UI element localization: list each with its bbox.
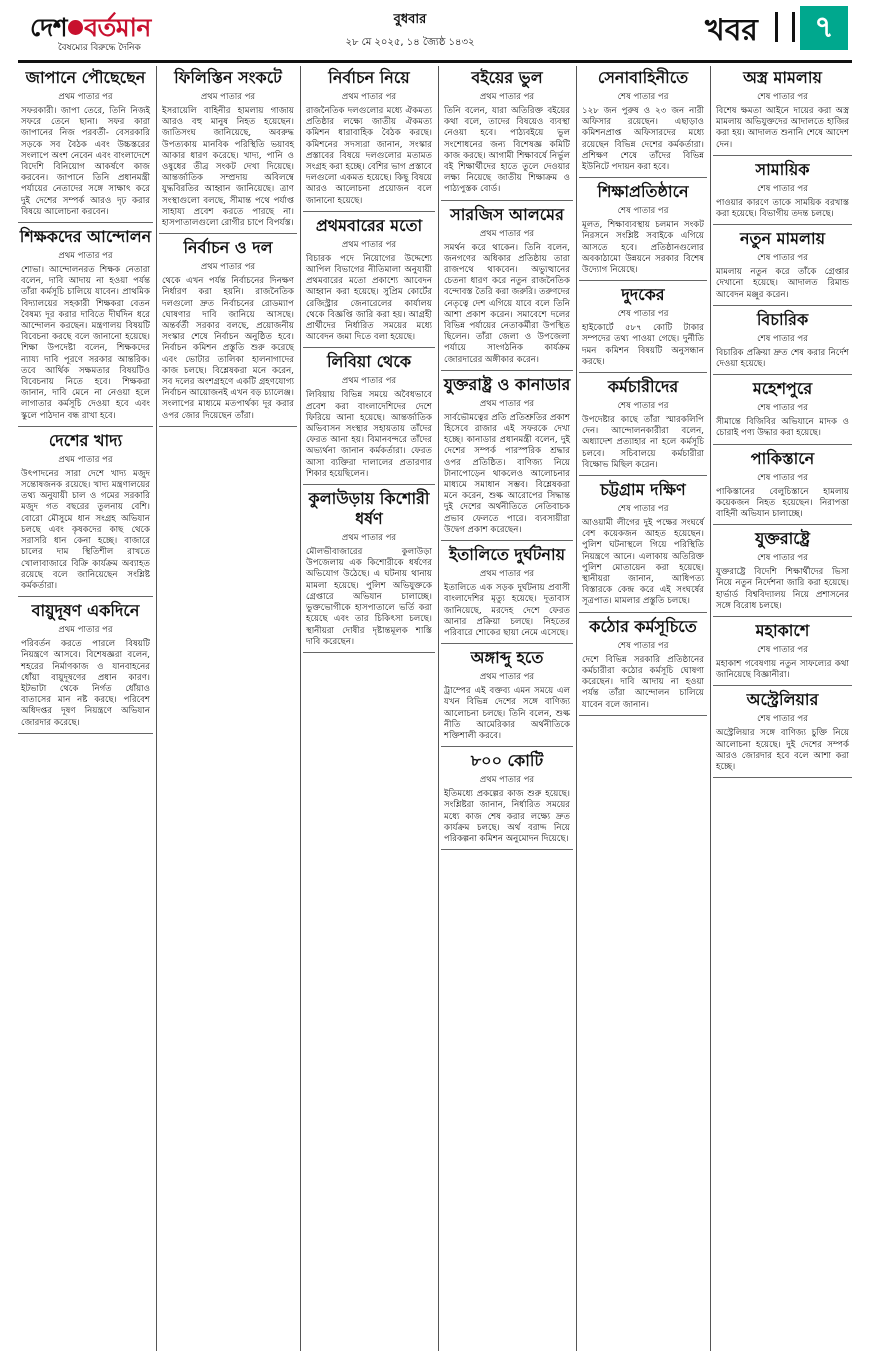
article-continuation: প্রথম পাতার পর [479,398,535,409]
article-headline[interactable]: কুলাউড়ায় কিশোরী ধর্ষণ [308,489,430,529]
column-divider [710,66,711,1351]
tagline: বৈষম্যের বিরুদ্ধে দৈনিক [58,43,141,53]
article-body: বিচারিক প্রক্রিয়া দ্রুত শেষ করার নির্দেশ দেওয়া হয়েছে। [716,347,849,370]
article-body: উপদেষ্টার কাছে তাঁরা স্মারকলিপি দেন। আন্দোলনকারীরা বলেন, অধ্যাদেশ প্রত্যাহার না হলে কর্মসূচি চলবে। সচিবালয়ে কর্মচারীরা বিক্ষোভ মিছিল করেন। [582,415,704,470]
article [579,68,707,178]
article [579,480,707,613]
article-headline[interactable]: শিক্ষকদের আন্দোলন [19,227,152,247]
article-divider [441,200,573,201]
article-headline[interactable]: দেশের খাদ্য [48,430,123,450]
article-headline[interactable]: লিবিয়া থেকে [326,352,412,372]
article-body: আওয়ামী লীগের দুই পক্ষের সংঘর্ষে বেশ কয়েকজন আহত হয়েছেন। পুলিশ ঘটনাস্থলে গিয়ে পরিস্থিতি নিয়ন্ত্রণে আনে। এলাকায় অতিরিক্ত পুলিশ মোতায়েন করা হয়েছে। স্থানীয়রা জানান, আধিপত্য বিস্তারকে কেন্দ্র করে এই সংঘর্ষের সূত্রপাত। মামলার প্রস্তুতি চলছে। [582,518,704,607]
article-continuation: শেষ পাতার পর [757,714,808,725]
article [579,377,707,476]
article [713,449,852,526]
article-divider [713,685,852,686]
article-divider [579,475,707,476]
article-body: মহাকাশ গবেষণায় নতুন সাফল্যের কথা জানিয়েছে বিজ্ঞানীরা। [716,659,849,681]
article-body: সমর্থন করে থাকেন। তিনি বলেন, জনগণের অধিকার প্রতিষ্ঠায় তারা রাজপথে থাকবেন। অভ্যুত্থানের চেতনা ধারণ করে নতুন রাজনৈতিক বন্দোবস্ত তৈরি করা জরুরি। তরুণদের নেতৃত্বে দেশ এগিয়ে যাবে বলে তিনি আশা প্রকাশ করেন। সমাবেশে দলের বিভিন্ন পর্যায়ের নেতাকর্মীরা উপস্থিত ছিলেন। তাঁরা জেলা ও উপজেলা পর্যায়ে সাংগঠনিক কার্যক্রম জোরদারের অঙ্গীকার করেন। [444,242,570,365]
article [713,621,852,686]
article-body: বিচারক পদে নিয়োগের উদ্দেশ্যে আপিল বিভাগের নীতিমালা অনুযায়ী প্রথমবারের মতো প্রকাশ্যে আবেদন আহ্বান করা হয়েছে। সুপ্রিম কোর্টের রেজিস্ট্রার জেনারেলের কার্যালয় থেকে বিজ্ঞপ্তি জারি করা হয়। আগ্রহী প্রার্থীদের নির্ধারিত সময়ের মধ্যে আবেদন জমা দিতে বলা হয়েছে। [306,253,432,343]
divider-bars [775,12,795,42]
article-divider [441,746,573,747]
article-divider [441,540,573,541]
article-body: লিবিয়ায় বিভিন্ন সময়ে অবৈধভাবে প্রবেশ করা বাংলাদেশিদের দেশে ফিরিয়ে আনা হয়েছে। আন্তর্জাতিক অভিবাসন সংস্থার সহায়তায় তাঁদের ফেরত আনা হয়। বিমানবন্দরে তাঁদের অভ্যর্থনা জানান কর্মকর্তারা। ফেরত আসা ব্যক্তিরা দালালের প্রতারণার শিকার হয়েছিলেন। [306,390,432,479]
article-divider [579,715,707,716]
article-headline[interactable]: মহাকাশে [755,621,810,641]
article-headline[interactable]: ইতালিতে দুর্ঘটনায় [448,545,566,565]
column-divider [156,66,157,1351]
article-divider [18,733,153,734]
article-divider [303,211,435,212]
article-divider [713,777,852,778]
article-body: পরিবর্তন করতে পারলে বিষয়টি নিয়ন্ত্রণে আসবে। বিশেষজ্ঞরা বলেন, শহরের নির্মাণকাজ ও যানবাহনের ধোঁয়া বায়ুদূষণের প্রধান কারণ। ইটভাটা থেকে নির্গত ধোঁয়াও বাতাসের মান নষ্ট করছে। পরিবেশ অধিদপ্তর দূষণ নিয়ন্ত্রণে অভিযান জোরদার করেছে। [21,639,150,728]
article [713,379,852,444]
article-body: সফরকারী। জাপা তেরে, তিনি নিজই সফরে তেনে ছানা। সফর কারা জাপানের নিজ পরবর্তী- বেসরকারি সড়কে সব বৈঠক এবং উচ্চস্তরের সংলাপে অংশ নেবেন এবং বাংলাদেশে বিদেশি বিনিয়োগ আকর্ষণে কাজ করবেন। জাপানে তিনি প্রধানমন্ত্রী পর্যায়ের নেতাদের সঙ্গে সাক্ষাৎ করে দুই দেশের সম্পর্ক আরও দৃঢ় করার বিষয়ে আলোচনা করবেন। [21,106,150,217]
article [18,601,153,734]
article-headline[interactable]: চট্টগ্রাম দক্ষিণ [600,480,686,500]
page-number-badge: ৭ [800,6,848,50]
article-headline[interactable]: মহেশপুরে [752,379,813,399]
article-headline[interactable]: জাপানে পৌছেছেন [25,68,146,87]
article [303,489,435,653]
article [441,68,573,201]
logo-dot-icon [68,20,83,35]
article-body: ইতালিতে এক সড়ক দুর্ঘটনায় প্রবাসী বাংলাদেশির মৃত্যু হয়েছে। দূতাবাস জানিয়েছে, মরদেহ দেশে ফেরত আনার প্রক্রিয়া চলছে। নিহতের পরিবারে শোকের ছায়া নেমে এসেছে। [444,583,570,638]
article-divider [713,524,852,525]
article [303,68,435,212]
article-divider [441,370,573,371]
article-continuation: প্রথম পাতার পর [58,251,113,262]
article-continuation: প্রথম পাতার পর [58,625,113,636]
article-continuation: প্রথম পাতার পর [200,262,256,273]
column-4 [441,66,573,1356]
article [441,648,573,747]
article-headline[interactable]: নতুন মামলায় [739,229,826,249]
article [441,545,573,644]
article-body: যুক্তরাষ্ট্রে বিদেশি শিক্ষার্থীদের ভিসা নিয়ে নতুন নির্দেশনা জারি করা হয়েছে। হার্ভার্ড বিশ্ববিদ্যালয় নিয়ে প্রশাসনের সঙ্গে বিরোধ চলছে। [716,567,849,611]
article [159,238,297,427]
article-continuation: শেষ পাতার পর [757,333,808,344]
article-continuation: প্রথম পাতার পর [58,454,113,465]
issue-date: ২৮ মে ২০২৫, ১৪ জ্যৈষ্ঠ ১৪৩২ [345,37,475,48]
article-body: মামলায় নতুন করে তাঁকে গ্রেপ্তার দেখানো হয়েছে। আদালত রিমান্ড আবেদন মঞ্জুর করেন। [716,267,849,300]
article-divider [441,643,573,644]
article-continuation: প্রথম পাতার পর [479,228,535,239]
column-2 [159,66,297,1356]
article-divider [713,444,852,445]
article-divider [303,347,435,348]
article [713,690,852,778]
article-continuation: শেষ পাতার পর [757,253,808,264]
article [713,310,852,375]
article-continuation: শেষ পাতার পর [757,472,808,483]
masthead-rule [18,60,852,63]
article-continuation: শেষ পাতার পর [617,309,669,320]
article-body: ইসরায়েলি বাহিনীর হামলায় গাজায় আরও বহু মানুষ নিহত হয়েছেন। জাতিসংঘ জানিয়েছে, অবরুদ্ধ উপত্যকায় মানবিক পরিস্থিতি ভয়াবহ আকার ধারণ করেছে। খাদ্য, পানি ও ওষুধের তীব্র সংকট দেখা দিয়েছে। আন্তর্জাতিক সম্প্রদায় অবিলম্বে যুদ্ধবিরতির আহ্বান জানিয়েছে। ত্রাণ সংস্থাগুলো বলছে, সীমান্ত পথে পর্যাপ্ত সাহায্য প্রবেশ করতে পারছে না। হাসপাতালগুলো রোগীর চাপে বিপর্যস্ত। [162,106,294,229]
article-continuation: প্রথম পাতার পর [200,92,256,102]
section-title: খবর [705,13,758,48]
article-continuation: প্রথম পাতার পর [479,569,535,580]
article [579,182,707,281]
article-continuation: শেষ পাতার পর [757,183,808,194]
article-body: সার্বভৌমত্বের প্রতি প্রতিশ্রুতির প্রকাশ হিসেবে রাজার এই সফরকে দেখা হচ্ছে। কানাডার প্রধানমন্ত্রী বলেন, দুই দেশের সম্পর্ক পারস্পরিক শ্রদ্ধার ওপর প্রতিষ্ঠিত। বাণিজ্য নিয়ে টানাপোড়েন থাকলেও আলোচনার মাধ্যমে সমাধান সম্ভব। বিশ্লেষকরা মনে করেন, শুল্ক আরোপের সিদ্ধান্ত দুই দেশের অর্থনীতিতে নেতিবাচক প্রভাব ফেলতে পারে। ব্যবসায়ীরা উদ্বেগ প্রকাশ করেছেন। [444,412,570,535]
article-continuation: প্রথম পাতার পর [341,533,397,544]
article-continuation: প্রথম পাতার পর [479,775,535,786]
column-1 [18,66,153,1356]
article-continuation: প্রথম পাতার পর [341,376,397,387]
article-headline[interactable]: নির্বাচন ও দল [183,238,273,258]
article-body: মূলত, শিক্ষাব্যবস্থায় চলমান সংকট নিরসনে সংশ্লিষ্ট সবাইকে এগিয়ে আসতে হবে। প্রতিষ্ঠানগুলোর অবকাঠামো উন্নয়নে সরকার বিশেষ উদ্যোগ নিয়েছে। [582,220,704,276]
logo-part-2: বর্তমান [84,13,151,42]
article-divider [713,155,852,156]
article-divider [713,224,852,225]
article-divider [18,426,153,427]
article-divider [18,596,153,597]
article-headline[interactable]: ফিলিস্তিন সংকটে [174,68,282,87]
article-divider [579,612,707,613]
article-divider [579,177,707,178]
article-continuation: শেষ পাতার পর [617,401,669,412]
article-body: ট্রাম্পের এই বক্তব্য এমন সময়ে এল যখন বিভিন্ন দেশের সঙ্গে বাণিজ্য আলোচনা চলছে। তিনি বলেন, শুল্ক নীতি আমেরিকার অর্থনীতিকে শক্তিশালী করবে। [444,686,570,741]
article-continuation: শেষ পাতার পর [757,553,808,564]
article-continuation: প্রথম পাতার পর [479,92,535,102]
article-continuation: শেষ পাতার পর [617,206,669,217]
weekday: বুধবার [393,12,427,27]
article-continuation: শেষ পাতার পর [757,92,808,102]
article-headline[interactable]: যুক্তরাষ্ট্র ও কানাডার [443,374,571,394]
masthead [0,0,870,58]
article-divider [713,374,852,375]
column-divider [438,66,439,1351]
article-headline[interactable]: বায়ুদূষণ একদিনে [31,601,140,621]
article-headline[interactable]: বিচারিক [756,309,809,329]
article-headline[interactable]: অঙ্গাব্দু হতে [470,648,544,668]
article-divider [579,280,707,281]
article-continuation: প্রথম পাতার পর [479,672,535,683]
article-divider [159,426,297,427]
article-headline[interactable]: সামায়িক [755,159,810,179]
article-body: দেশে বিভিন্ন সরকারি প্রতিষ্ঠানের কর্মচারীরা কঠোর কর্মসূচি ঘোষণা করেছেন। দাবি আদায় না হওয়া পর্যন্ত তাঁরা আন্দোলন চালিয়ে যাবেন বলে জানান। [582,654,704,710]
article-continuation: শেষ পাতার পর [757,403,808,414]
article-body: হাইকোর্টে ৫৮৭ কোটি টাকার সম্পদের তথ্য পাওয়া গেছে। দুর্নীতি দমন কমিশন বিষয়টি অনুসন্ধান করছে। [582,323,704,367]
column-divider [300,66,301,1351]
article-body: পাওয়ার কারণে তাকে সাময়িক বরখাস্ত করা হয়েছে। বিভাগীয় তদন্ত চলছে। [716,197,849,220]
article-headline[interactable]: শিক্ষাপ্রতিষ্ঠানে [597,182,689,202]
article-body: পাকিস্তানের বেলুচিস্তানে হামলায় কয়েকজন নিহত হয়েছেন। নিরাপত্তা বাহিনী অভিযান চালাচ্ছে। [716,486,849,520]
article [713,160,852,225]
article-divider [441,849,573,850]
article-headline[interactable]: অস্ট্রেলিয়ার [746,690,819,710]
article-body: তিনি বলেন, যারা অতিরিক্ত বইয়ের কথা বলে, তাদের বিষয়েও ব্যবস্থা নেওয়া হবে। পাঠ্যবইয়ে ভুল সংশোধনের জন্য বিশেষজ্ঞ কমিটি কাজ করছে। আগামী শিক্ষাবর্ষে নির্ভুল বই শিক্ষার্থীদের হাতে তুলে দেওয়ার লক্ষ্য নিয়েছে জাতীয় শিক্ষাক্রম ও পাঠ্যপুস্তক বোর্ড। [444,106,570,195]
article [303,216,435,349]
article-body: অস্ট্রেলিয়ার সঙ্গে বাণিজ্য চুক্তি নিয়ে আলোচনা হয়েছে। দুই দেশের সম্পর্ক আরও জোরদার হবে বলে আশা করা হচ্ছে। [716,728,849,773]
article [713,68,852,156]
article [18,68,153,223]
article-headline[interactable]: প্রথমবারের মতো [315,215,423,235]
article-continuation: প্রথম পাতার পর [341,92,397,102]
column-divider [576,66,577,1351]
article-divider [579,372,707,373]
article-body: রাজনৈতিক দলগুলোর মধ্যে ঐকমত্য প্রতিষ্ঠার লক্ষ্যে জাতীয় ঐকমত্য কমিশন ধারাবাহিক বৈঠক করছে। কমিশনের সদস্যরা জানান, সংস্কার প্রস্তাবের বিষয়ে দলগুলোর মতামত সংগ্রহ করা হচ্ছে। বেশির ভাগ প্রস্তাবে দলগুলো একমত হয়েছে। কিছু বিষয়ে আরও আলোচনা প্রয়োজন বলে জানানো হয়েছে। [306,106,432,206]
article-body: ১২৮ জন পুরুষ ও ২৩ জন নারী অফিসার রয়েছেন। এছাড়াও কমিশনপ্রাপ্ত অফিসারদের মধ্যে রয়েছেন বিভিন্ন দেশের কর্মকর্তারা। প্রশিক্ষণ শেষে তাঁদের বিভিন্ন ইউনিটে পদায়ন করা হবে। [582,106,704,173]
article-headline[interactable]: নির্বাচন নিয়ে [328,68,410,87]
article-headline[interactable]: অস্ত্র মামলায় [743,68,822,87]
article [303,352,435,485]
article-body: সীমান্তে বিজিবির অভিযানে মাদক ও চোরাই পণ্য উদ্ধার করা হয়েছে। [716,417,849,439]
article-divider [159,233,297,234]
article [159,68,297,234]
article-headline[interactable]: যুক্তরাষ্ট্রে [755,529,810,549]
article-divider [713,616,852,617]
column-3 [303,66,435,1356]
article-body: শোভা। আন্দোলনরত শিক্ষক নেতারা বলেন, দাবি আদায় না হওয়া পর্যন্ত তাঁরা কর্মসূচি চালিয়ে যাবেন। প্রাথমিক বিদ্যালয়ের সহকারী শিক্ষকরা বেতন বৈষম্য দূর করার দাবিতে দীর্ঘদিন ধরে আন্দোলন করছেন। মন্ত্রণালয় বিষয়টি বিবেচনা করছে বলে জানানো হয়েছে। শিক্ষা উপদেষ্টা বলেন, শিক্ষকদের ন্যায্য দাবি পূরণে সরকার আন্তরিক। তবে আর্থিক সক্ষমতার বিষয়টিও বিবেচনায় নিতে হবে। শিক্ষকরা জানান, দাবি মেনে না নেওয়া হলে লাগাতার কর্মসূচি দেওয়া হবে এবং স্কুলে পাঠদান বন্ধ রাখা হবে। [21,265,150,421]
article-continuation: প্রথম পাতার পর [58,92,113,102]
article [441,205,573,371]
article-body: ইতিমধ্যে প্রকল্পের কাজ শুরু হয়েছে। সংশ্লিষ্টরা জানান, নির্ধারিত সময়ের মধ্যে কাজ শেষ করার লক্ষ্যে দ্রুত কার্যক্রম চলছে। অর্থ বরাদ্দ নিয়ে পরিকল্পনা কমিশন অনুমোদন দিয়েছে। [444,789,570,844]
article-headline[interactable]: সেনাবাহিনীতে [597,68,689,87]
logo-part-1: দেশ [30,13,68,42]
article [713,229,852,306]
article-headline[interactable]: ৮০০ কোটি [470,751,544,771]
article-headline[interactable]: দুদকের [621,285,665,305]
article [441,751,573,850]
article-continuation: শেষ পাতার পর [757,645,808,656]
column-5 [579,66,707,1356]
article-divider [303,484,435,485]
article-headline[interactable]: কঠোর কর্মসূচিতে [589,616,697,636]
article [18,227,153,427]
article-headline[interactable]: কর্মচারীদের [607,377,679,397]
article-continuation: শেষ পাতার পর [617,92,669,102]
article-continuation: শেষ পাতার পর [617,504,669,515]
article-continuation: প্রথম পাতার পর [341,239,397,250]
article-body: বিশেষ ক্ষমতা আইনে দায়ের করা অস্ত্র মামলায় অভিযুক্তদের আদালতে হাজির করা হয়। আদালত শুনানি শেষে আদেশ দেন। [716,106,849,150]
article [18,431,153,597]
article-headline[interactable]: সারজিস আলমের [450,204,564,224]
date-block [260,10,560,52]
article [579,285,707,373]
column-6 [713,66,852,1356]
article-body: থেকে এখন পর্যন্ত নির্বাচনের দিনক্ষণ নির্ধারণ করা হয়নি। রাজনৈতিক দলগুলো দ্রুত নির্বাচনের রোডম্যাপ ঘোষণার দাবি জানিয়ে আসছে। অন্তর্বর্তী সরকার বলছে, প্রয়োজনীয় সংস্কার শেষে নির্বাচন অনুষ্ঠিত হবে। নির্বাচন কমিশন প্রস্তুতি শুরু করেছে এবং ভোটার তালিকা হালনাগাদের কাজ চলছে। বিশ্লেষকরা মনে করেন, সব দলের অংশগ্রহণে একটি গ্রহণযোগ্য নির্বাচন আয়োজনই এখন বড় চ্যালেঞ্জ। সংলাপের মাধ্যমে মতপার্থক্য দূর করার ওপর জোর দিয়েছেন তাঁরা। [162,276,294,421]
article-body: মৌলভীবাজারের কুলাউড়া উপজেলায় এক কিশোরীকে ধর্ষণের অভিযোগ উঠেছে। এ ঘটনায় থানায় মামলা হয়েছে। পুলিশ অভিযুক্তকে গ্রেপ্তারে অভিযান চালাচ্ছে। ভুক্তভোগীকে হাসপাতালে ভর্তি করা হয়েছে এবং তার চিকিৎসা চলছে। স্থানীয়রা দোষীর দৃষ্টান্তমূলক শাস্তি দাবি করেছেন। [306,547,432,647]
article-body: উৎপাদনের সারা দেশে খাদ্য মজুদ সন্তোষজনক রয়েছে। খাদ্য মন্ত্রণালয়ের তথ্য অনুযায়ী চাল ও গমের সরকারি মজুদ গত বছরের তুলনায় বেশি। বোরো মৌসুমে ধান সংগ্রহ অভিযান চলছে এবং কৃষকদের কাছ থেকে সরাসরি ধান কেনা হচ্ছে। বাজারে চালের দাম স্থিতিশীল রাখতে খোলাবাজারে বিক্রি কার্যক্রম অব্যাহত রয়েছে বলে জানিয়েছেন সংশ্লিষ্ট কর্মকর্তারা। [21,468,150,591]
article-headline[interactable]: বইয়ের ভুল [471,68,543,87]
article [579,617,707,716]
article [441,375,573,541]
article-headline[interactable]: পাকিস্তানে [750,448,815,468]
article-continuation: শেষ পাতার পর [617,640,669,651]
article-divider [18,222,153,223]
article [713,529,852,617]
article-divider [713,305,852,306]
article-divider [303,652,435,653]
